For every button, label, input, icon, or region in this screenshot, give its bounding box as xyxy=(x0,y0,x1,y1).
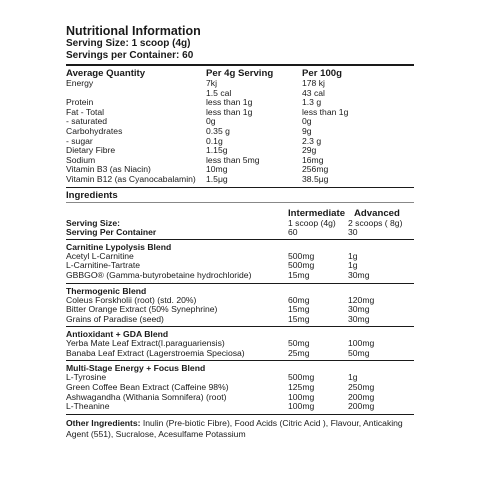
divider xyxy=(66,414,414,415)
per-100g-value: 2.3 g xyxy=(302,135,322,146)
per-serving-value: 0.1g xyxy=(206,135,223,146)
per-100g-value: 178 kj xyxy=(302,78,325,88)
serving-size: Serving Size: 1 scoop (4g) xyxy=(66,38,191,49)
level-intermediate: Intermediate xyxy=(288,207,346,219)
nutrition-row xyxy=(66,137,414,147)
nutrition-header-row xyxy=(66,68,414,79)
per-100g-value: less than 1g xyxy=(302,106,349,117)
divider xyxy=(66,239,414,240)
ingredient-name: Coleus Forskholii (root) (std. 20%) xyxy=(66,294,197,305)
level-advanced: Advanced xyxy=(354,207,400,219)
nutrition-row xyxy=(66,175,414,185)
per-100g-value: 1.3 g xyxy=(302,97,322,108)
divider xyxy=(66,202,414,203)
ingredient-row xyxy=(66,402,414,412)
per-serving-value: 1.5 cal xyxy=(206,87,232,98)
intermediate-dose: 500mg xyxy=(288,250,315,261)
per-100g-value: 43 cal xyxy=(302,87,325,98)
nutrient-name: Vitamin B12 (as Cyanocabalamin) xyxy=(66,173,196,184)
nutrient-name: - saturated xyxy=(66,116,108,127)
per-100g-value: 256mg xyxy=(302,164,329,175)
panel-title: Nutritional Information xyxy=(66,24,201,38)
ingredient-name: L-Theanine xyxy=(66,401,110,412)
advanced-dose: 30mg xyxy=(348,269,370,280)
nutrition-row xyxy=(66,127,414,137)
header-average-quantity: Average Quantity xyxy=(66,68,146,79)
divider xyxy=(66,360,414,361)
intermediate-dose: 60mg xyxy=(288,294,310,305)
divider xyxy=(66,326,414,327)
per-serving-value: 1.5μg xyxy=(206,173,228,184)
serving-per-container-label: Serving Per Container xyxy=(66,227,157,238)
ingredient-row xyxy=(66,271,414,281)
per-100g-value: 0g xyxy=(302,116,312,127)
intermediate-dose: 500mg xyxy=(288,372,315,383)
per-serving-value: 0.35 g xyxy=(206,125,230,136)
advanced-dose: 1g xyxy=(348,372,358,383)
per-100g-value: 16mg xyxy=(302,154,324,165)
ingredient-row xyxy=(66,349,414,359)
ingredient-row xyxy=(66,315,414,325)
ingredient-name: Bitter Orange Extract (50% Synephrine) xyxy=(66,304,218,315)
ingredient-blends xyxy=(66,242,414,415)
ingredient-name: L-Carnitine-Tartrate xyxy=(66,260,141,271)
advanced-dose: 100mg xyxy=(348,338,375,349)
serving-size-intermediate: 1 scoop (4g) xyxy=(288,217,336,228)
advanced-dose: 1g xyxy=(348,260,358,271)
advanced-dose: 30mg xyxy=(348,313,370,324)
ingredient-name: L-Tyrosine xyxy=(66,372,107,383)
ingredient-name: Banaba Leaf Extract (Lagerstroemia Speciosa) xyxy=(66,347,245,358)
nutrition-row xyxy=(66,108,414,118)
blend-name: Antioxidant + GDA Blend xyxy=(66,329,169,340)
advanced-dose: 50mg xyxy=(348,347,370,358)
nutrient-name: Sodium xyxy=(66,154,96,165)
per-serving-value: less than 1g xyxy=(206,97,253,108)
ingredient-name: Acetyl L-Carnitine xyxy=(66,250,134,261)
intermediate-dose: 25mg xyxy=(288,347,310,358)
nutrient-name: Carbohydrates xyxy=(66,125,123,136)
ingredients-heading: Ingredients xyxy=(66,189,118,201)
divider xyxy=(66,187,414,188)
ingredient-name: Yerba Mate Leaf Extract(I.paraguariensis) xyxy=(66,338,225,349)
nutrition-panel xyxy=(66,24,414,440)
per-serving-value: 1.15g xyxy=(206,145,228,156)
advanced-dose: 1g xyxy=(348,250,358,261)
intermediate-dose: 15mg xyxy=(288,313,310,324)
serving-size-label: Serving Size: xyxy=(66,217,120,228)
levels-row xyxy=(66,208,414,219)
ingredient-name: Green Coffee Bean Extract (Caffeine 98%) xyxy=(66,382,229,393)
per-serving-value: 7kj xyxy=(206,78,217,88)
ingredient-name: Grains of Paradise (seed) xyxy=(66,313,164,324)
serving-per-container-row xyxy=(66,228,414,238)
nutrition-table xyxy=(66,79,414,185)
ingredient-name: GBBGO® (Gamma-butyrobetaine hydrochloride) xyxy=(66,269,252,280)
per-100g-value: 9g xyxy=(302,125,312,136)
per-serving-value: less than 5mg xyxy=(206,154,260,165)
other-ingredients xyxy=(66,418,414,440)
intermediate-dose: 50mg xyxy=(288,338,310,349)
intermediate-dose: 15mg xyxy=(288,304,310,315)
servings-per-container: Servings per Container: 60 xyxy=(66,50,194,61)
other-ingredients-label: Other Ingredients: xyxy=(66,417,141,428)
divider xyxy=(66,64,414,66)
ingredients-heading-row xyxy=(66,190,414,201)
divider xyxy=(66,283,414,284)
advanced-dose: 200mg xyxy=(348,401,375,412)
intermediate-dose: 15mg xyxy=(288,269,310,280)
intermediate-dose: 100mg xyxy=(288,401,315,412)
intermediate-dose: 125mg xyxy=(288,382,315,393)
per-serving-value: less than 1g xyxy=(206,106,253,117)
intermediate-dose: 100mg xyxy=(288,391,315,402)
advanced-dose: 120mg xyxy=(348,294,375,305)
blend-name: Carnitine Lypolysis Blend xyxy=(66,241,172,252)
advanced-dose: 30mg xyxy=(348,304,370,315)
intermediate-dose: 500mg xyxy=(288,260,315,271)
nutrition-row xyxy=(66,79,414,89)
nutrient-name: Dietary Fibre xyxy=(66,145,116,156)
nutrient-name: Protein xyxy=(66,97,94,108)
advanced-dose: 250mg xyxy=(348,382,375,393)
per-serving-value: 0g xyxy=(206,116,216,127)
other-ingredients-text: Inulin (Pre-biotic Fibre), Food Acids (Citric Acid ), Flavour, Anticaking Agent (551), Sucralose, Acesulfame Potassium xyxy=(66,417,403,439)
per-serving-value: 10mg xyxy=(206,164,228,175)
nutrient-name: Energy xyxy=(66,78,94,88)
nutrient-name: - sugar xyxy=(66,135,93,146)
serving-per-container-intermediate: 60 xyxy=(288,227,298,238)
blend-name: Multi-Stage Energy + Focus Blend xyxy=(66,363,206,374)
per-100g-value: 29g xyxy=(302,145,317,156)
serving-per-container-advanced: 30 xyxy=(348,227,358,238)
header-per-100g: Per 100g xyxy=(302,68,343,79)
header-per-serving: Per 4g Serving xyxy=(206,68,274,79)
blend-name: Thermogenic Blend xyxy=(66,285,147,296)
serving-size-advanced: 2 scoops ( 8g) xyxy=(348,217,403,228)
nutrient-name: Vitamin B3 (as Niacin) xyxy=(66,164,151,175)
nutrient-name: Fat - Total xyxy=(66,106,105,117)
per-100g-value: 38.5μg xyxy=(302,173,329,184)
ingredient-name: Ashwagandha (Withania Somnifera) (root) xyxy=(66,391,227,402)
advanced-dose: 200mg xyxy=(348,391,375,402)
